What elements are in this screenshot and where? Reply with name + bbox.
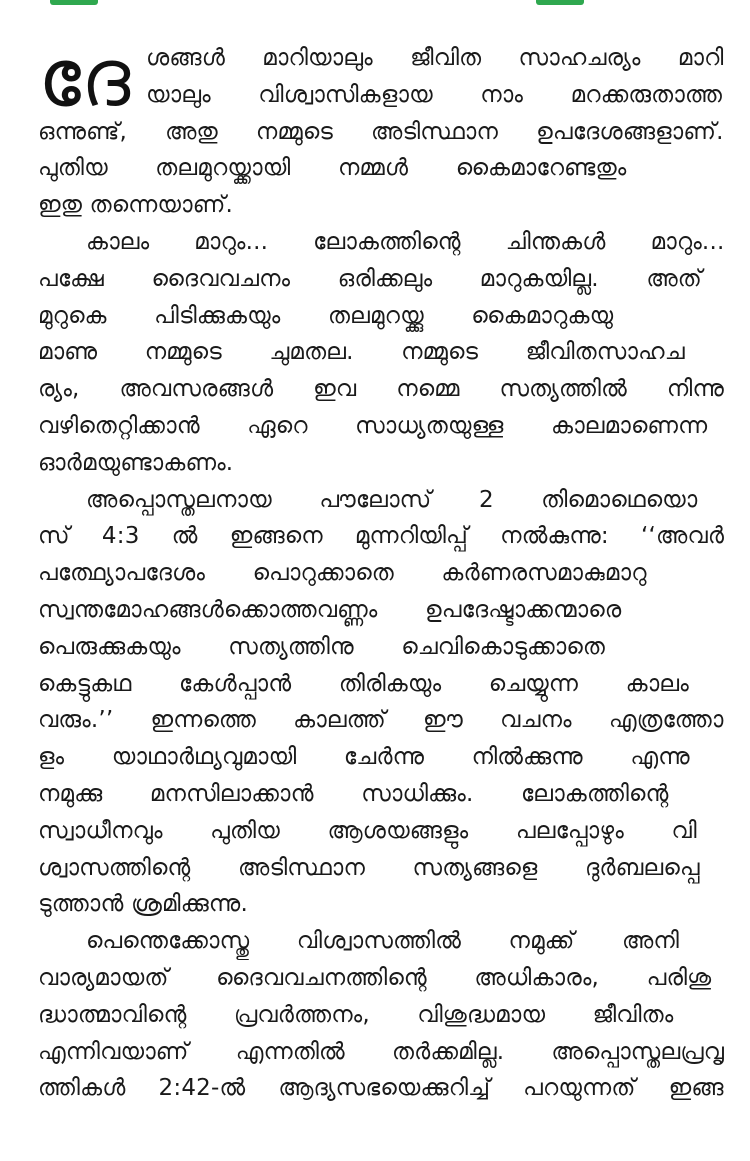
line-text: മുറുകെ പിടിക്കുകയും തലമുറയ്ക്കു കൈമാറുകയു	[38, 302, 614, 329]
paragraph-4-line	[38, 1070, 724, 1107]
paragraph-2-line	[38, 408, 724, 445]
line-text: ഇതു തന്നെയാണ്.	[38, 192, 234, 219]
line-text: കെട്ടുകഥ കേൾപ്പാൻ തിരികയും ചെയ്യുന്ന കാലം	[38, 670, 689, 697]
line-text: അപ്പൊസ്തലനായ പൗലോസ് 2 തിമൊഥെയൊ	[86, 486, 698, 513]
line-text: പുതിയ തലമുറയ്ക്കായി നമ്മൾ കൈമാറേണ്ടതും	[38, 155, 627, 182]
line-text: കാലം മാറും... ലോകത്തിന്റെ ചിന്തകൾ മാറും...	[86, 228, 725, 255]
line-text: ശങ്ങൾ മാറിയാലും ജീവിത സാഹചര്യം മാറി	[146, 45, 724, 71]
article-body	[38, 31, 725, 1107]
paragraph-1-line	[38, 114, 724, 151]
paragraph-4-line	[38, 923, 724, 960]
line-text: എന്നിവയാണ് എന്നതിൽ തർക്കമില്ല. അപ്പൊസ്തലപ്രവൃ	[38, 1038, 725, 1065]
paragraph-3-line	[38, 739, 724, 776]
line-text: ഓർമയുണ്ടാകണം.	[38, 449, 234, 476]
paragraph-4-line	[38, 997, 724, 1034]
paragraph-2-line	[38, 298, 724, 335]
line-text: പത്ഥ്യോപദേശം പൊറുക്കാതെ കർണരസമാകുമാറു	[38, 560, 647, 587]
line-text: ഒന്നുണ്ട്, അതു നമ്മുടെ അടിസ്ഥാന ഉപദേശങ്ങളാണ്.	[38, 118, 724, 145]
line-text: വഴിതെറ്റിക്കാൻ ഏറെ സാധ്യതയുള്ള കാലമാണെന്ന	[38, 412, 708, 439]
line-text: നമുക്കു മനസിലാക്കാൻ സാധിക്കും. ലോകത്തിന്റെ	[38, 780, 669, 807]
paragraph-3-line	[38, 592, 724, 629]
paragraph-3-line	[38, 666, 724, 703]
line-text: വാര്യമായത് ദൈവവചനത്തിന്റെ അധികാരം, പരിശു	[38, 964, 712, 991]
line-text: ത്തികൾ 2:42-ൽ ആദ്യസഭയെക്കുറിച്ച് പറയുന്നത് ഇങ്ങ	[38, 1075, 724, 1102]
paragraph-1-line	[38, 77, 724, 114]
drop-cap: ദേ	[38, 31, 131, 124]
right-green-mark	[536, 0, 584, 5]
line-text: ശ്വാസത്തിന്റെ അടിസ്ഥാന സത്യങ്ങളെ ദുർബലപ്പെ	[38, 854, 700, 881]
line-text: മാണു നമ്മുടെ ചുമതല. നമ്മുടെ ജീവിതസാഹച	[38, 339, 685, 366]
line-text: വരും.’’ ഇന്നത്തെ കാലത്ത് ഈ വചനം എത്രത്തോ	[38, 707, 724, 734]
line-text: സ് 4:3 ൽ ഇങ്ങനെ മുന്നറിയിപ്പ് നൽകുന്നു: ‘‘അവർ	[38, 523, 725, 550]
paragraph-3-line	[38, 886, 724, 923]
paragraph-3-line	[38, 555, 724, 592]
paragraph-4-line	[38, 1034, 724, 1071]
line-text: സ്വന്തമോഹങ്ങൾക്കൊത്തവണ്ണം ഉപദേഷ്ടാക്കന്മാരെ	[38, 596, 622, 623]
left-green-mark	[50, 0, 98, 5]
paragraph-1-line	[38, 40, 724, 77]
line-text: ളം യാഥാർഥ്യവുമായി ചേർന്നു നിൽക്കുന്നു എന്നു	[38, 744, 690, 771]
paragraph-2-line	[38, 224, 724, 261]
line-text: പെന്തെക്കോസ്തു വിശ്വാസത്തിൽ നമുക്ക് അനി	[86, 928, 680, 955]
paragraph-1-line	[38, 150, 724, 187]
line-text: ര്യം, അവസരങ്ങൾ ഇവ നമ്മെ സത്യത്തിൽ നിന്നു	[38, 376, 724, 403]
line-text: പെരുക്കുകയും സത്യത്തിനു ചെവികൊടുക്കാതെ	[38, 633, 605, 660]
paragraph-3-line	[38, 482, 724, 519]
paragraph-2-line	[38, 334, 724, 371]
paragraph-2-line	[38, 445, 724, 482]
paragraph-3-line	[38, 629, 724, 666]
line-text: ദ്ധാത്മാവിന്റെ പ്രവർത്തനം, വിശുദ്ധമായ ജീവിതം	[38, 1001, 674, 1028]
line-text: സ്വാധീനവും പുതിയ ആശയങ്ങളും പലപ്പോഴും വി	[38, 817, 697, 844]
line-text: യാലും വിശ്വാസികളായ നാം മറക്കരുതാത്ത	[146, 81, 723, 108]
paragraph-3-line	[38, 518, 724, 555]
paragraph-2-line	[38, 261, 724, 298]
paragraph-3-line	[38, 813, 724, 850]
paragraph-1-line	[38, 187, 724, 224]
paragraph-3-line	[38, 776, 724, 813]
paragraph-4-line	[38, 960, 724, 997]
paragraph-2-line	[38, 371, 724, 408]
line-text: പക്ഷേ ദൈവവചനം ഒരിക്കലും മാറുകയില്ല. അത്	[38, 265, 703, 292]
paragraph-3-line	[38, 850, 724, 887]
line-text: ടുത്താൻ ശ്രമിക്കുന്നു.	[38, 891, 248, 918]
paragraph-3-line	[38, 702, 724, 739]
top-color-marks	[0, 0, 750, 12]
